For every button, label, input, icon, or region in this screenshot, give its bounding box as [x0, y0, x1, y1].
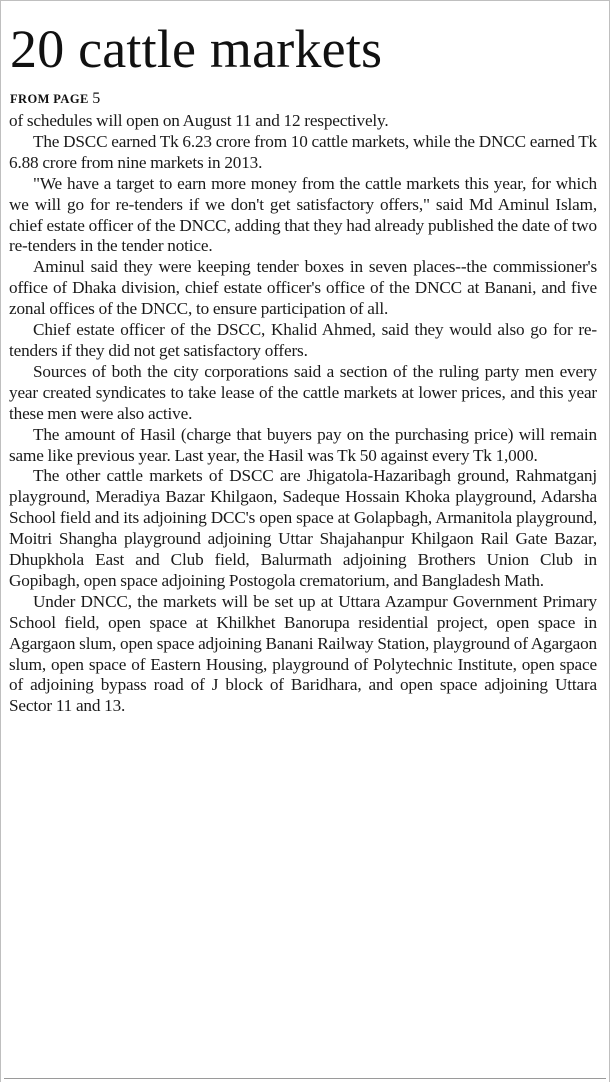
paragraph-earnings: The DSCC earned Tk 6.23 crore from 10 cattle markets, while the DNCC earned Tk 6.88 crore from nine markets in 2013. — [9, 131, 597, 172]
paragraph-dscc-officer: Chief estate officer of the DSCC, Khalid Ahmed, said they would also go for re-tenders if they did not get satisfactory offers. — [9, 320, 597, 360]
paragraph-continued: of schedules will open on August 11 and 12 respectively. — [9, 111, 389, 130]
jump-page-number: 5 — [92, 90, 101, 107]
paragraph-dscc-markets: The other cattle markets of DSCC are Jhigatola-Hazaribagh ground, Rahmatganj playground, Meradiya Bazar Khilgaon, Sadeque Hossain Khoka playground, Adarsha School field and its adjoining DCC's open space at Golapbagh, Armanitola playground, Moitri Shangha playground adjoining Uttar Shajahanpur Khilgaon Rail Gate Bazar, Dhupkhola East and Club field, Balurmath adjoining Brothers Union Club in Gopibagh, open space adjoining Postogola crematorium, and Bangladesh Math. — [9, 466, 597, 590]
jump-label: FROM PAGE — [10, 92, 89, 106]
paragraph-tender-boxes: Aminul said they were keeping tender boxes in seven places--the commissioner's office of Dhaka division, chief estate officer's office of the DNCC at Banani, and five zonal offices of the DNCC, to ensure participation of all. — [9, 257, 597, 319]
article-body — [9, 111, 597, 717]
jump-line — [10, 89, 100, 110]
headline: 20 cattle markets — [10, 19, 383, 79]
paragraph-dncc-markets: Under DNCC, the markets will be set up at Uttara Azampur Government Primary School field, open space at Khilkhet Banorupa residential project, open space in Agargaon slum, open space adjoining Banani Railway Station, playground of Agargaon slum, open space of Eastern Housing, playground of Polytechnic Institute, open space of adjoining bypass road of J block of Baridhara, and open space adjoining Uttara Sector 11 and 13. — [9, 591, 597, 716]
paragraph-syndicates: Sources of both the city corporations said a section of the ruling party men every year created syndicates to take lease of the cattle markets at lower prices, and this year these men were also active. — [9, 361, 597, 423]
bottom-rule — [4, 1078, 606, 1079]
paragraph-hasil: The amount of Hasil (charge that buyers pay on the purchasing price) will remain same like previous year. Last year, the Hasil was Tk 50 against every Tk 1,000. — [9, 424, 597, 465]
paragraph-target-quote: "We have a target to earn more money from the cattle markets this year, for which we will go for re-tenders if we don't get satisfactory offers," said Md Aminul Islam, chief estate officer of the DNCC, adding that they had already published the date of two re-tenders in the tender notice. — [9, 173, 597, 256]
